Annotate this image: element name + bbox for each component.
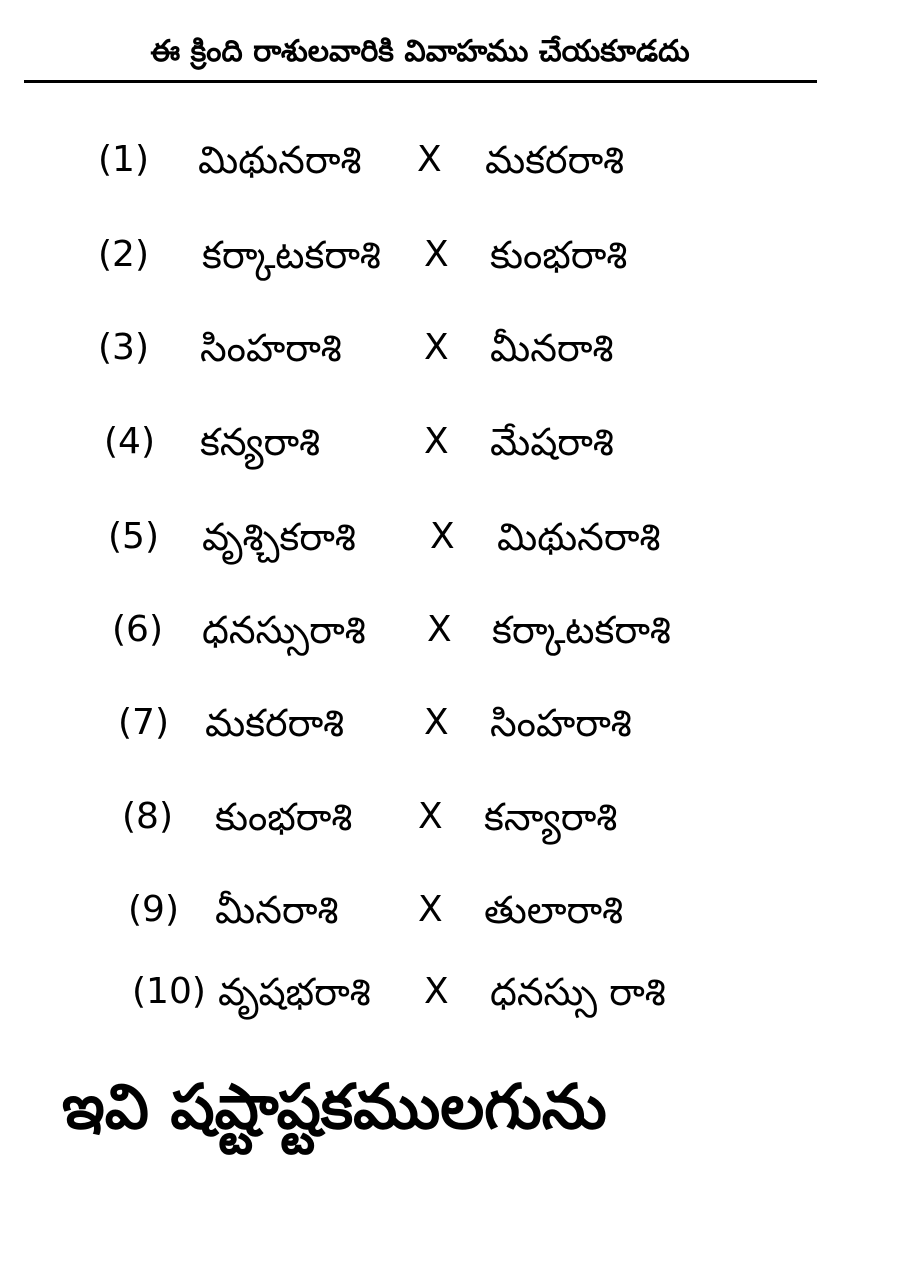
pair-row-3: [0, 318, 900, 378]
pair-cross: X: [424, 421, 449, 462]
pair-cross: X: [430, 516, 455, 557]
pair-number: (9): [128, 889, 179, 930]
pair-left-sign: సింహరాశి: [200, 326, 342, 370]
pair-number: (10): [132, 971, 206, 1012]
pair-left-sign: కర్కాటకరాశి: [202, 233, 381, 277]
pair-number: (5): [108, 516, 159, 557]
pair-left-sign: ధనస్సురాశి: [202, 608, 366, 652]
pair-cross: X: [427, 609, 452, 650]
pair-right-sign: మీనరాశి: [490, 326, 614, 370]
pair-number: (2): [98, 234, 149, 275]
pair-right-sign: కన్యారాశి: [484, 795, 618, 839]
pair-left-sign: వృషభరాశి: [218, 970, 371, 1014]
pair-row-4: [0, 412, 900, 472]
title-underline: [24, 80, 817, 83]
pair-row-1: [0, 130, 900, 190]
pair-right-sign: తులారాశి: [484, 888, 624, 932]
pair-right-sign: సింహరాశి: [490, 701, 632, 745]
pair-row-6: [0, 600, 900, 660]
pair-cross: X: [424, 327, 449, 368]
pair-row-9: [0, 880, 900, 940]
pair-right-sign: మేషరాశి: [490, 420, 614, 464]
pair-left-sign: మకరరాశి: [205, 701, 345, 745]
pair-cross: X: [424, 702, 449, 743]
pair-number: (8): [122, 796, 173, 837]
pair-number: (4): [104, 421, 155, 462]
pair-cross: X: [418, 889, 443, 930]
pair-row-2: [0, 225, 900, 285]
footer-note: ఇవి షష్టాష్టకములగును: [62, 1070, 607, 1143]
pair-right-sign: కర్కాటకరాశి: [492, 608, 671, 652]
pair-right-sign: మిథునరాశి: [497, 515, 661, 559]
pair-right-sign: కుంభరాశి: [490, 233, 628, 277]
pair-right-sign: ధనస్సు రాశి: [490, 970, 666, 1014]
pair-cross: X: [424, 234, 449, 275]
pair-left-sign: మీనరాశి: [215, 888, 339, 932]
pair-row-7: [0, 693, 900, 753]
pair-row-10: [0, 962, 900, 1022]
pair-row-8: [0, 787, 900, 847]
pair-left-sign: వృశ్చికరాశి: [202, 515, 356, 559]
pair-left-sign: కన్యరాశి: [200, 420, 321, 464]
pair-left-sign: మిథునరాశి: [198, 138, 362, 182]
pair-row-5: [0, 507, 900, 567]
page-title: ఈ క్రింది రాశులవారికి వివాహము చేయకూడదు: [150, 34, 690, 69]
pair-number: (3): [98, 327, 149, 368]
pair-cross: X: [418, 796, 443, 837]
pair-right-sign: మకరరాశి: [485, 138, 625, 182]
pair-cross: X: [417, 139, 442, 180]
pair-number: (6): [112, 609, 163, 650]
pair-number: (1): [98, 139, 149, 180]
pair-left-sign: కుంభరాశి: [215, 795, 353, 839]
pair-cross: X: [424, 971, 449, 1012]
pair-number: (7): [118, 702, 169, 743]
